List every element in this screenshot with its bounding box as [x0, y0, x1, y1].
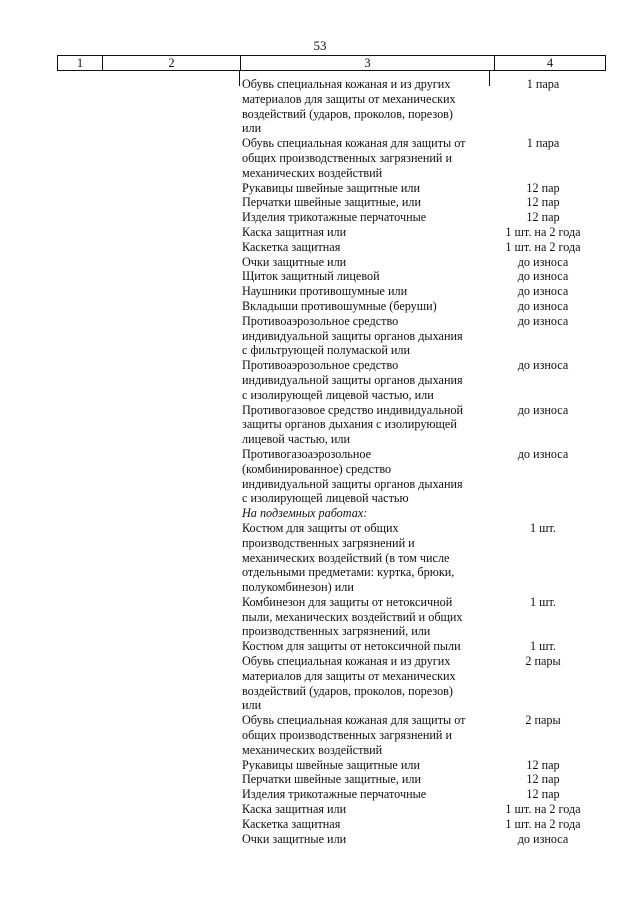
table-row [242, 269, 612, 284]
table-row [242, 758, 612, 773]
item-norm: до износа [517, 254, 569, 269]
item-name: Каскетка защитная [242, 239, 341, 254]
item-name: Вкладыши противошумные (беруши) [242, 298, 437, 313]
item-norm: до износа [517, 402, 569, 417]
item-norm: 1 шт. [530, 594, 556, 609]
item-norm: 2 пары [525, 654, 561, 669]
item-name: Костюм для защиты от общих производственных загрязнений и механических воздействий (в том числе отдельными предметами: куртка, брюки, полукомбинезон) или [242, 520, 455, 595]
table-row [242, 595, 612, 639]
table-row [242, 654, 612, 713]
item-name: Противоаэрозольное средство индивидуальной защиты органов дыхания с изолирующей лицевой частью, или [242, 358, 463, 402]
table-row [242, 403, 612, 447]
table-row [242, 255, 612, 270]
item-name: Рукавицы швейные защитные или [242, 757, 420, 772]
table-row [242, 787, 612, 802]
table-row [242, 210, 612, 225]
header-col-1: 1 [58, 56, 103, 70]
table-row [242, 358, 612, 402]
table-row [242, 802, 612, 817]
item-norm: 12 пар [526, 787, 560, 802]
item-name: Обувь специальная кожаная и из других материалов для защиты от механических воздействий (ударов, проколов, порезов) или [242, 77, 456, 136]
item-norm: до износа [517, 446, 569, 461]
item-name: Наушники противошумные или [242, 284, 408, 299]
table-row [242, 447, 612, 506]
item-name: На подземных работах: [242, 506, 368, 521]
item-name: Очки защитные или [242, 831, 347, 846]
table-row [242, 240, 612, 255]
item-norm: 12 пар [526, 757, 560, 772]
item-name: Противогазоаэрозольное (комбинированное) средство индивидуальной защиты органов дыхания с изолирующей лицевой частью [242, 446, 463, 506]
item-name: Обувь специальная кожаная и из других материалов для защиты от механических воздействий (ударов, проколов, порезов) или [242, 654, 456, 713]
table-row [242, 832, 612, 847]
item-norm: 2 пары [525, 713, 561, 728]
item-name: Очки защитные или [242, 254, 347, 269]
table-row [242, 181, 612, 196]
item-name: Комбинезон для защиты от нетоксичной пыли, механических воздействий и общих производственных загрязнений, или [242, 594, 463, 639]
item-norm: до износа [517, 358, 569, 373]
item-norm: 1 шт. [530, 520, 556, 535]
item-norm: до износа [517, 284, 569, 299]
table-row [242, 136, 612, 180]
item-norm: 1 шт. на 2 года [505, 224, 581, 239]
item-name: Щиток защитный лицевой [242, 269, 380, 284]
table-row [242, 77, 612, 136]
table-row [242, 639, 612, 654]
item-name: Каска защитная или [242, 224, 347, 239]
item-name: Костюм для защиты от нетоксичной пыли [242, 639, 461, 654]
header-col-4: 4 [546, 56, 554, 70]
table-row [242, 284, 612, 299]
table-header [57, 55, 606, 71]
item-norm: 1 шт. [530, 639, 556, 654]
table-row [242, 772, 612, 787]
header-col-3: 3 [241, 56, 495, 70]
item-name: Противоаэрозольное средство индивидуальной защиты органов дыхания с фильтрующей полумаской или [242, 313, 463, 358]
table-row [242, 713, 612, 757]
table-row [242, 817, 612, 832]
table-row [242, 195, 612, 210]
item-norm [488, 506, 598, 521]
item-norm: 12 пар [526, 180, 560, 195]
item-name: Каска защитная или [242, 802, 347, 817]
table-row [242, 299, 612, 314]
item-norm: до износа [517, 269, 569, 284]
item-norm: 1 шт. на 2 года [505, 239, 581, 254]
page-number: 53 [313, 38, 327, 53]
item-name: Рукавицы швейные защитные или [242, 180, 420, 195]
table-row [242, 314, 612, 358]
item-name: Перчатки швейные защитные, или [242, 195, 422, 210]
header-col-2: 2 [103, 56, 241, 70]
item-name: Каскетка защитная [242, 816, 341, 831]
item-norm: 12 пар [526, 210, 560, 225]
section-heading-row [242, 506, 612, 521]
item-name: Противогазовое средство индивидуальной защиты органов дыхания с изолирующей лицевой частью, или [242, 402, 464, 447]
item-norm: 1 пара [526, 77, 560, 91]
item-name: Обувь специальная кожаная для защиты от общих производственных загрязнений и механических воздействий [242, 136, 466, 180]
item-norm: 12 пар [526, 772, 560, 787]
item-norm: 12 пар [526, 195, 560, 210]
item-norm: 1 шт. на 2 года [505, 816, 581, 831]
table-row [242, 521, 612, 595]
item-norm: 1 пара [526, 136, 560, 151]
item-name: Обувь специальная кожаная для защиты от общих производственных загрязнений и механических воздействий [242, 713, 466, 757]
table-body [242, 77, 612, 846]
item-name: Изделия трикотажные перчаточные [242, 787, 427, 802]
item-norm: 1 шт. на 2 года [505, 802, 581, 817]
item-norm: до износа [517, 298, 569, 313]
item-norm: до износа [517, 313, 569, 328]
item-name: Перчатки швейные защитные, или [242, 772, 422, 787]
column-divider [239, 70, 240, 86]
item-norm: до износа [517, 831, 569, 846]
table-row [242, 225, 612, 240]
item-name: Изделия трикотажные перчаточные [242, 210, 427, 225]
